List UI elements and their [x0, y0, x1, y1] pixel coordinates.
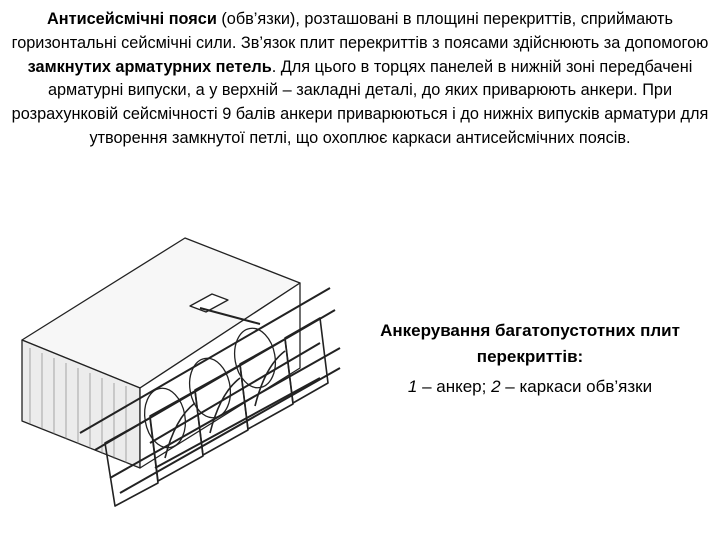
caption-legend: [360, 374, 700, 400]
paragraph-text-part1: (обв’язки), розташовані в площині перекриттів, сприймають горизонтальні сейсмічні сили. Зв’язок плит перекриттів з поясами здійснюють за допомогою: [11, 10, 709, 52]
figure-caption: [360, 318, 700, 400]
legend-text-1: – анкер;: [417, 377, 492, 396]
emphasis-bold: замкнутих арматурних петель: [27, 57, 272, 76]
paragraph-text-part2: . Для цього в торцях панелей в нижній зоні передбачені арматурні випуски, а у верхній – закладні деталі, до яких приварюють анкери. При розрахунковій сейсмічності 9 балів анкери приварюються і до нижніх випусків арматури для утворення замкнутої петлі, що охоплює каркаси антисейсмічних поясів.: [11, 57, 709, 147]
anchoring-figure: [0, 228, 360, 538]
legend-text-2: – каркаси обв’язки: [500, 377, 653, 396]
caption-title: Анкерування багатопустотних плит перекриттів:: [380, 321, 680, 366]
legend-num-1: 1: [407, 377, 418, 396]
legend-num-2: 2: [491, 377, 501, 396]
term-bold: Антисейсмічні пояси: [47, 10, 217, 28]
body-paragraph: [4, 8, 716, 151]
